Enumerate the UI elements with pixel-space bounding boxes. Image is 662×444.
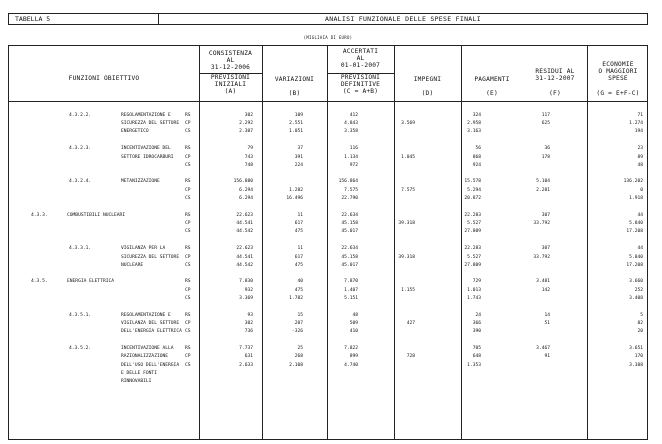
cell-initial: 743 <box>244 155 253 160</box>
cell-definitive: 4.843 <box>344 121 358 126</box>
cell-savings: 0 <box>640 188 643 193</box>
cell-definitive: 7.822 <box>344 346 358 351</box>
row-description: ENERGIA ELETTRICA <box>67 279 115 284</box>
cell-initial: 156.880 <box>233 179 253 184</box>
cell-definitive: 4.740 <box>344 363 358 368</box>
cell-definitive: 412 <box>349 113 358 118</box>
cell-definitive: 3.358 <box>344 129 358 134</box>
cell-savings: 44 <box>637 246 643 251</box>
cell-payments: 2.958 <box>467 121 481 126</box>
cell-definitive: 7.870 <box>344 279 358 284</box>
cell-savings: 23 <box>637 146 643 151</box>
cell-initial: 44.542 <box>236 229 253 234</box>
cell-payments: 648 <box>472 354 481 359</box>
cell-payments: 24 <box>475 313 481 318</box>
row-description: ENERGETICO <box>121 129 149 134</box>
row-type: CS <box>185 163 191 168</box>
cell-definitive: 7.575 <box>344 188 358 193</box>
table-row <box>9 229 649 238</box>
cell-variations: 617 <box>294 255 303 260</box>
cell-payments: 1.743 <box>467 296 481 301</box>
row-code: 4.3.2.4. <box>69 179 92 184</box>
row-type: CS <box>185 363 191 368</box>
cell-savings: 194 <box>634 129 643 134</box>
cell-residues: 3.481 <box>536 279 550 284</box>
cell-savings: 5.840 <box>629 255 643 260</box>
row-type: CP <box>185 321 191 326</box>
header-commitments: IMPEGNI <box>413 76 442 83</box>
cell-payments: 5.294 <box>467 188 481 193</box>
cell-savings: 170 <box>634 354 643 359</box>
table-row <box>9 379 649 388</box>
row-type: CP <box>185 155 191 160</box>
cell-variations: 2.108 <box>289 363 303 368</box>
row-code: 4.3.3. <box>31 213 48 218</box>
row-description: INCENTIVAZIONE ALLA <box>121 346 174 351</box>
cell-residues: 51 <box>544 321 550 326</box>
header-consistency-2: AL <box>226 57 235 64</box>
table-label: TABELLA 5 <box>9 14 159 24</box>
cell-payments: 5.527 <box>467 221 481 226</box>
cell-residues: 625 <box>541 121 550 126</box>
cell-payments: 3.163 <box>467 129 481 134</box>
row-type: CS <box>185 329 191 334</box>
cell-commitments: 7.575 <box>401 188 415 193</box>
cell-definitive: 972 <box>349 163 358 168</box>
cell-variations: 11 <box>297 246 303 251</box>
row-type: CP <box>185 255 191 260</box>
row-type: CS <box>185 129 191 134</box>
cell-variations: 268 <box>294 354 303 359</box>
cell-savings: 5.840 <box>629 221 643 226</box>
cell-variations: 16.496 <box>286 196 303 201</box>
row-code: 4.3.2.2. <box>69 113 92 118</box>
row-type: CS <box>185 296 191 301</box>
cell-variations: 475 <box>294 288 303 293</box>
cell-payments: 729 <box>472 279 481 284</box>
cell-savings: 1.274 <box>629 121 643 126</box>
table-row <box>9 196 649 205</box>
cell-definitive: 22.634 <box>341 246 358 251</box>
header-savings-1: ECONOMIE <box>602 61 634 68</box>
cell-definitive: 48 <box>352 313 358 318</box>
row-type: CP <box>185 354 191 359</box>
cell-variations: 109 <box>294 113 303 118</box>
units-subtitle: (MIGLIAIA DI EURO) <box>303 35 353 40</box>
cell-savings: 89 <box>637 155 643 160</box>
row-type: RS <box>185 113 191 118</box>
cell-definitive: 156.864 <box>338 179 358 184</box>
header-consistency-3: 31-12-2006 <box>210 64 251 71</box>
header-savings-2: O MAGGIORI <box>598 68 638 75</box>
cell-commitments: 39.318 <box>398 221 415 226</box>
cell-definitive: 1.407 <box>344 288 358 293</box>
cell-savings: 252 <box>634 288 643 293</box>
cell-initial: 2.307 <box>239 129 253 134</box>
cell-commitments: 3.569 <box>401 121 415 126</box>
cell-payments: 366 <box>472 321 481 326</box>
header-objectives: FUNZIONI OBIETTIVO <box>68 75 140 82</box>
cell-initial: 44.541 <box>236 221 253 226</box>
header-definitive-1: PREVISIONI <box>340 74 381 81</box>
cell-variations: 11 <box>297 213 303 218</box>
row-type: RS <box>185 146 191 151</box>
header-assessed-3: 01-01-2007 <box>340 62 381 69</box>
cell-initial: 22.623 <box>236 246 253 251</box>
cell-initial: 302 <box>244 113 253 118</box>
header-consistency-1: CONSISTENZA <box>208 50 253 57</box>
header-savings-3: SPESE <box>608 75 628 82</box>
row-description: SICUREZZA DEL SETTORE <box>121 255 180 260</box>
table-row <box>9 279 649 288</box>
cell-payments: 22.283 <box>464 213 481 218</box>
cell-residues: 5.104 <box>536 179 550 184</box>
cell-payments: 390 <box>472 329 481 334</box>
table-row <box>9 163 649 172</box>
cell-residues: 117 <box>541 113 550 118</box>
row-code: 4.3.2.3. <box>69 146 92 151</box>
cell-payments: 705 <box>472 346 481 351</box>
header-definitive-3: (C = A+B) <box>342 88 379 95</box>
table-row <box>9 354 649 363</box>
cell-commitments: 427 <box>406 321 415 326</box>
cell-commitments: 728 <box>406 354 415 359</box>
cell-savings: 20 <box>637 329 643 334</box>
row-description: RINNOVABILI <box>121 379 152 384</box>
cell-definitive: 5.151 <box>344 296 358 301</box>
cell-definitive: 45.158 <box>341 221 358 226</box>
row-type: RS <box>185 279 191 284</box>
cell-residues: 307 <box>541 246 550 251</box>
row-type: CP <box>185 188 191 193</box>
cell-initial: 748 <box>244 163 253 168</box>
cell-variations: 1.782 <box>289 296 303 301</box>
row-description: INCENTIVAZIONE DEL <box>121 146 171 151</box>
cell-variations: 475 <box>294 263 303 268</box>
cell-initial: 44.541 <box>236 255 253 260</box>
row-description: METANIZZAZIONE <box>121 179 160 184</box>
header-definitive-2: DEFINITIVE <box>340 81 381 88</box>
row-type: RS <box>185 179 191 184</box>
cell-payments: 1.013 <box>467 288 481 293</box>
cell-initial: 2.633 <box>239 363 253 368</box>
header-initial-2: INIZIALI <box>214 81 247 88</box>
header-residues-code: (F) <box>549 90 561 97</box>
cell-commitments: 39.318 <box>398 255 415 260</box>
row-type: CS <box>185 263 191 268</box>
row-description: RAZIONALIZZAZIONE <box>121 354 169 359</box>
cell-savings: 3.660 <box>629 279 643 284</box>
cell-savings: 17.208 <box>626 263 643 268</box>
row-code: 4.3.5.2. <box>69 346 92 351</box>
row-code: 4.3.3.1. <box>69 246 92 251</box>
cell-residues: 36 <box>544 146 550 151</box>
cell-payments: 27.809 <box>464 263 481 268</box>
cell-definitive: 22.790 <box>341 196 358 201</box>
cell-savings: 1.918 <box>629 196 643 201</box>
table-row <box>9 246 649 255</box>
row-type: RS <box>185 213 191 218</box>
cell-savings: 71 <box>637 113 643 118</box>
row-description: DELL'ENERGIA ELETTRICA <box>121 329 182 334</box>
cell-definitive: 410 <box>349 329 358 334</box>
cell-savings: 136.202 <box>623 179 643 184</box>
cell-initial: 7.737 <box>239 346 253 351</box>
title-bar <box>8 13 648 25</box>
cell-residues: 178 <box>541 155 550 160</box>
row-description: REGOLAMENTAZIONE E <box>121 313 171 318</box>
cell-definitive: 45.017 <box>341 263 358 268</box>
cell-initial: 6.294 <box>239 188 253 193</box>
cell-initial: 6.294 <box>239 196 253 201</box>
table-row <box>9 146 649 155</box>
header-payments-code: (E) <box>486 90 498 97</box>
cell-payments: 27.809 <box>464 229 481 234</box>
cell-initial: 44.542 <box>236 263 253 268</box>
cell-savings: 48 <box>637 163 643 168</box>
row-type: CP <box>185 121 191 126</box>
cell-initial: 736 <box>244 329 253 334</box>
cell-variations: 391 <box>294 155 303 160</box>
header-variations-code: (B) <box>288 90 301 97</box>
data-table <box>8 45 648 440</box>
row-description: E DELLE FONTI <box>121 371 157 376</box>
cell-definitive: 1.134 <box>344 155 358 160</box>
cell-variations: 207 <box>294 321 303 326</box>
table-title: ANALISI FUNZIONALE DELLE SPESE FINALI <box>325 15 481 23</box>
cell-variations: 2.551 <box>289 121 303 126</box>
table-row <box>9 296 649 305</box>
cell-residues: 33.792 <box>533 255 550 260</box>
cell-definitive: 509 <box>349 321 358 326</box>
header-assessed-2: AL <box>356 55 365 62</box>
row-description: COMBUSTIBILI NUCLEARI <box>67 213 126 218</box>
cell-initial: 631 <box>244 354 253 359</box>
cell-payments: 20.872 <box>464 196 481 201</box>
cell-residues: 142 <box>541 288 550 293</box>
cell-savings: 82 <box>637 321 643 326</box>
cell-initial: 2.292 <box>239 121 253 126</box>
cell-initial: 93 <box>247 313 253 318</box>
row-description: VIGILANZA PER LA <box>121 246 166 251</box>
cell-savings: 3.388 <box>629 363 643 368</box>
cell-definitive: 45.158 <box>341 255 358 260</box>
cell-commitments: 1.045 <box>401 155 415 160</box>
cell-variations: 40 <box>297 279 303 284</box>
header-residues-1: RESIDUI AL <box>535 68 575 75</box>
cell-initial: 22.623 <box>236 213 253 218</box>
cell-residues: 14 <box>544 313 550 318</box>
cell-initial: 932 <box>244 288 253 293</box>
header-variations: VARIAZIONI <box>274 76 315 83</box>
table-row <box>9 179 649 188</box>
header-savings-code: (G = E+F-C) <box>596 90 640 97</box>
cell-payments: 56 <box>475 146 481 151</box>
cell-payments: 5.527 <box>467 255 481 260</box>
cell-residues: 2.281 <box>536 188 550 193</box>
cell-variations: 1.051 <box>289 129 303 134</box>
cell-variations: 1.282 <box>289 188 303 193</box>
row-type: CS <box>185 196 191 201</box>
row-type: RS <box>185 346 191 351</box>
cell-residues: 3.467 <box>536 346 550 351</box>
row-type: CS <box>185 229 191 234</box>
cell-commitments: 1.155 <box>401 288 415 293</box>
cell-definitive: 45.017 <box>341 229 358 234</box>
cell-variations: 475 <box>294 229 303 234</box>
cell-payments: 924 <box>472 163 481 168</box>
cell-definitive: 116 <box>349 146 358 151</box>
cell-definitive: 22.634 <box>341 213 358 218</box>
row-description: SETTORE IDROCARBURI <box>121 155 174 160</box>
row-type: CP <box>185 288 191 293</box>
row-code: 4.3.5. <box>31 279 48 284</box>
table-row <box>9 129 649 138</box>
row-description: VIGILANZA DEL SETTORE <box>121 321 180 326</box>
header-initial-1: PREVISIONI <box>210 74 251 81</box>
cell-residues: 33.792 <box>533 221 550 226</box>
header-commitments-code: (D) <box>421 90 434 97</box>
cell-initial: 79 <box>247 146 253 151</box>
row-type: CP <box>185 221 191 226</box>
header-separator <box>9 101 647 102</box>
cell-variations: -326 <box>291 329 303 334</box>
cell-payments: 15.578 <box>464 179 481 184</box>
cell-residues: 91 <box>544 354 550 359</box>
row-code: 4.3.5.1. <box>69 313 92 318</box>
header-payments: PAGAMENTI <box>474 76 510 83</box>
cell-payments: 22.283 <box>464 246 481 251</box>
cell-residues: 307 <box>541 213 550 218</box>
row-description: DELL'USO DELL'ENERGIA <box>121 363 180 368</box>
header-initial-3: (A) <box>224 88 237 95</box>
row-description: SICUREZZA DEL SETTORE <box>121 121 180 126</box>
header-residues-2: 31-12-2007 <box>535 75 575 82</box>
cell-savings: 44 <box>637 213 643 218</box>
table-row <box>9 263 649 272</box>
cell-variations: 25 <box>297 346 303 351</box>
cell-savings: 3.408 <box>629 296 643 301</box>
cell-savings: 17.208 <box>626 229 643 234</box>
table-row <box>9 329 649 338</box>
report-sheet <box>8 13 648 440</box>
row-description: REGOLAMENTAZIONE E <box>121 113 171 118</box>
cell-initial: 7.830 <box>239 279 253 284</box>
cell-savings: 3.651 <box>629 346 643 351</box>
row-description: NUCLEARE <box>121 263 144 268</box>
header-assessed-1: ACCERTATI <box>342 48 379 55</box>
row-type: RS <box>185 246 191 251</box>
cell-variations: 15 <box>297 313 303 318</box>
cell-initial: 302 <box>244 321 253 326</box>
cell-variations: 37 <box>297 146 303 151</box>
cell-variations: 224 <box>294 163 303 168</box>
cell-variations: 617 <box>294 221 303 226</box>
cell-payments: 324 <box>472 113 481 118</box>
cell-definitive: 899 <box>349 354 358 359</box>
row-type: RS <box>185 313 191 318</box>
cell-savings: 5 <box>640 313 643 318</box>
cell-payments: 868 <box>472 155 481 160</box>
cell-initial: 3.369 <box>239 296 253 301</box>
cell-payments: 1.353 <box>467 363 481 368</box>
